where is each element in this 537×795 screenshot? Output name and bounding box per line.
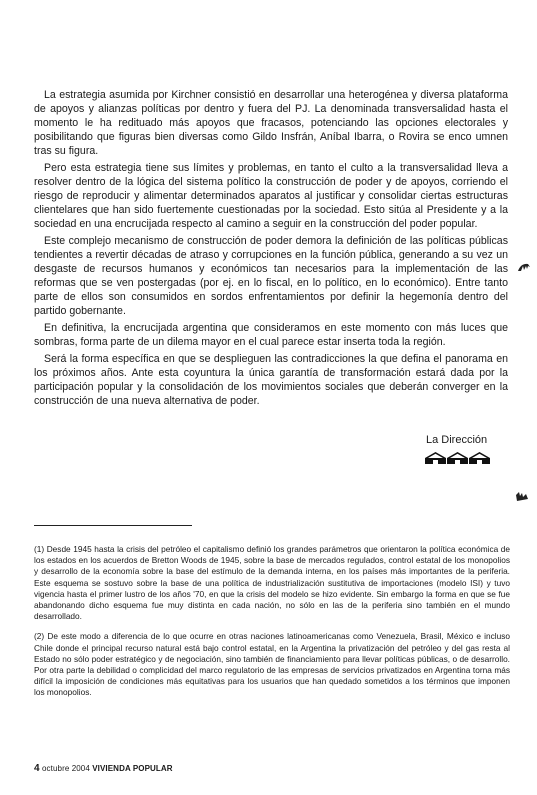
article-body	[34, 88, 508, 411]
three-house-logo	[425, 452, 493, 464]
page-number: 4	[34, 763, 40, 774]
article-paragraph: En definitiva, la encrucijada argentina que consideramos en este momento con más luces que sombras, forma parte de un dilema mayor en el cual parece estar inserta toda la región.	[34, 322, 508, 348]
footnotes	[34, 544, 510, 708]
article-paragraph: Será la forma específica en que se desplieguen las contradicciones la que defina el panorama en los próximos años. Ante esta coyuntura la única garantía de transformación estará dada por la participación popular y la consolidación de los movimientos sociales que deberán converger en la construcción de una nueva alternativa de poder.	[34, 353, 508, 407]
margin-ornament-icon	[515, 491, 529, 503]
house-icon	[447, 452, 468, 464]
article-paragraph: Pero esta estrategia tiene sus límites y problemas, en tanto el culto a la transversalidad lleva a resolver dentro de la lógica del sistema político la construcción de poder y de apoyos, corriendo el riesgo de reproducir y alimentar determinados aparatos al justificar y consolidar ciertas estructuras clientelares que han sido fuertemente cuestionadas por la sociedad. Esto sitúa al Presidente y a la sociedad en una encrucijada respecto al camino a seguir en la construcción del poder popular.	[34, 162, 508, 230]
house-icon	[469, 452, 490, 464]
footnote-divider	[34, 525, 192, 526]
magazine-name: VIVIENDA POPULAR	[92, 764, 173, 773]
footnote: (2) De este modo a diferencia de lo que ocurre en otras naciones latinoamericanas como Venezuela, Brasil, México e incluso Chile donde el principal recurso natural está bajo control estatal, en la Argentina la privatización del petróleo y del gas resta al Estado no sólo poder estratégico y de negociación, sino también de financiamiento para llevar políticas públicas, o de desarrollo. Por otra parte la debilidad o complicidad del marco regulatorio de las empresas de servicios privatizados en Argentina torna más difícil la imposición de condiciones más equitativas para los usuarios que han quedado sometidos a los términos que imponen los monopolios.	[34, 631, 510, 698]
article-paragraph: La estrategia asumida por Kirchner consistió en desarrollar una heterogénea y diversa plataforma de apoyos y alianzas políticas por dentro y fuera del PJ. La denominada transversalidad hasta el momento le ha redituado más apoyos que fracasos, potenciando las opciones electorales y posibilitando que figuras bien diversas como Gildo Insfrán, Aníbal Ibarra, o Rovira se enco umnen tras su figura.	[34, 89, 508, 157]
article-paragraph: Este complejo mecanismo de construcción de poder demora la definición de las políticas públicas tendientes a revertir décadas de atraso y corrupciones en la función pública, generando a su vez un desgaste de recursos humanos y económicos tan necesarios para la implementación de las reformas que se ven postergadas (por ej. en lo fiscal, en lo político, en lo económico). Entre tanto parte de ellos son consumidos en sordos enfrentamientos por definir la hegemonía dentro del partido gobernante.	[34, 235, 508, 317]
margin-ornament-icon	[517, 262, 531, 274]
issue-date: octubre 2004	[42, 764, 90, 773]
page-footer	[34, 763, 173, 774]
house-icon	[425, 452, 446, 464]
signature: La Dirección	[426, 434, 488, 446]
footnote: (1) Desde 1945 hasta la crisis del petróleo el capitalismo definió los grandes parámetros que orientaron la política económica de los estados en los acuerdos de Bretton Woods de 1945, sobre la base de mercados regulados, control estatal de los monopolios y desarrollo de la economía sobre la base del estímulo de la demanda interna, en los países más importantes de la periferia. Este esquema se sostuvo sobre la base de una política de industrialización sustitutiva de importaciones (modelo ISI) y tuvo vigencia hasta el primer lustro de los años '70, en que la crisis del modelo se hizo evidente. Sin embargo la forma en que se fue abandonando dicho esquema fue muy distinta en cada nación, no sólo en las de la periferia sino también en el mundo desarrollado.	[34, 544, 510, 622]
